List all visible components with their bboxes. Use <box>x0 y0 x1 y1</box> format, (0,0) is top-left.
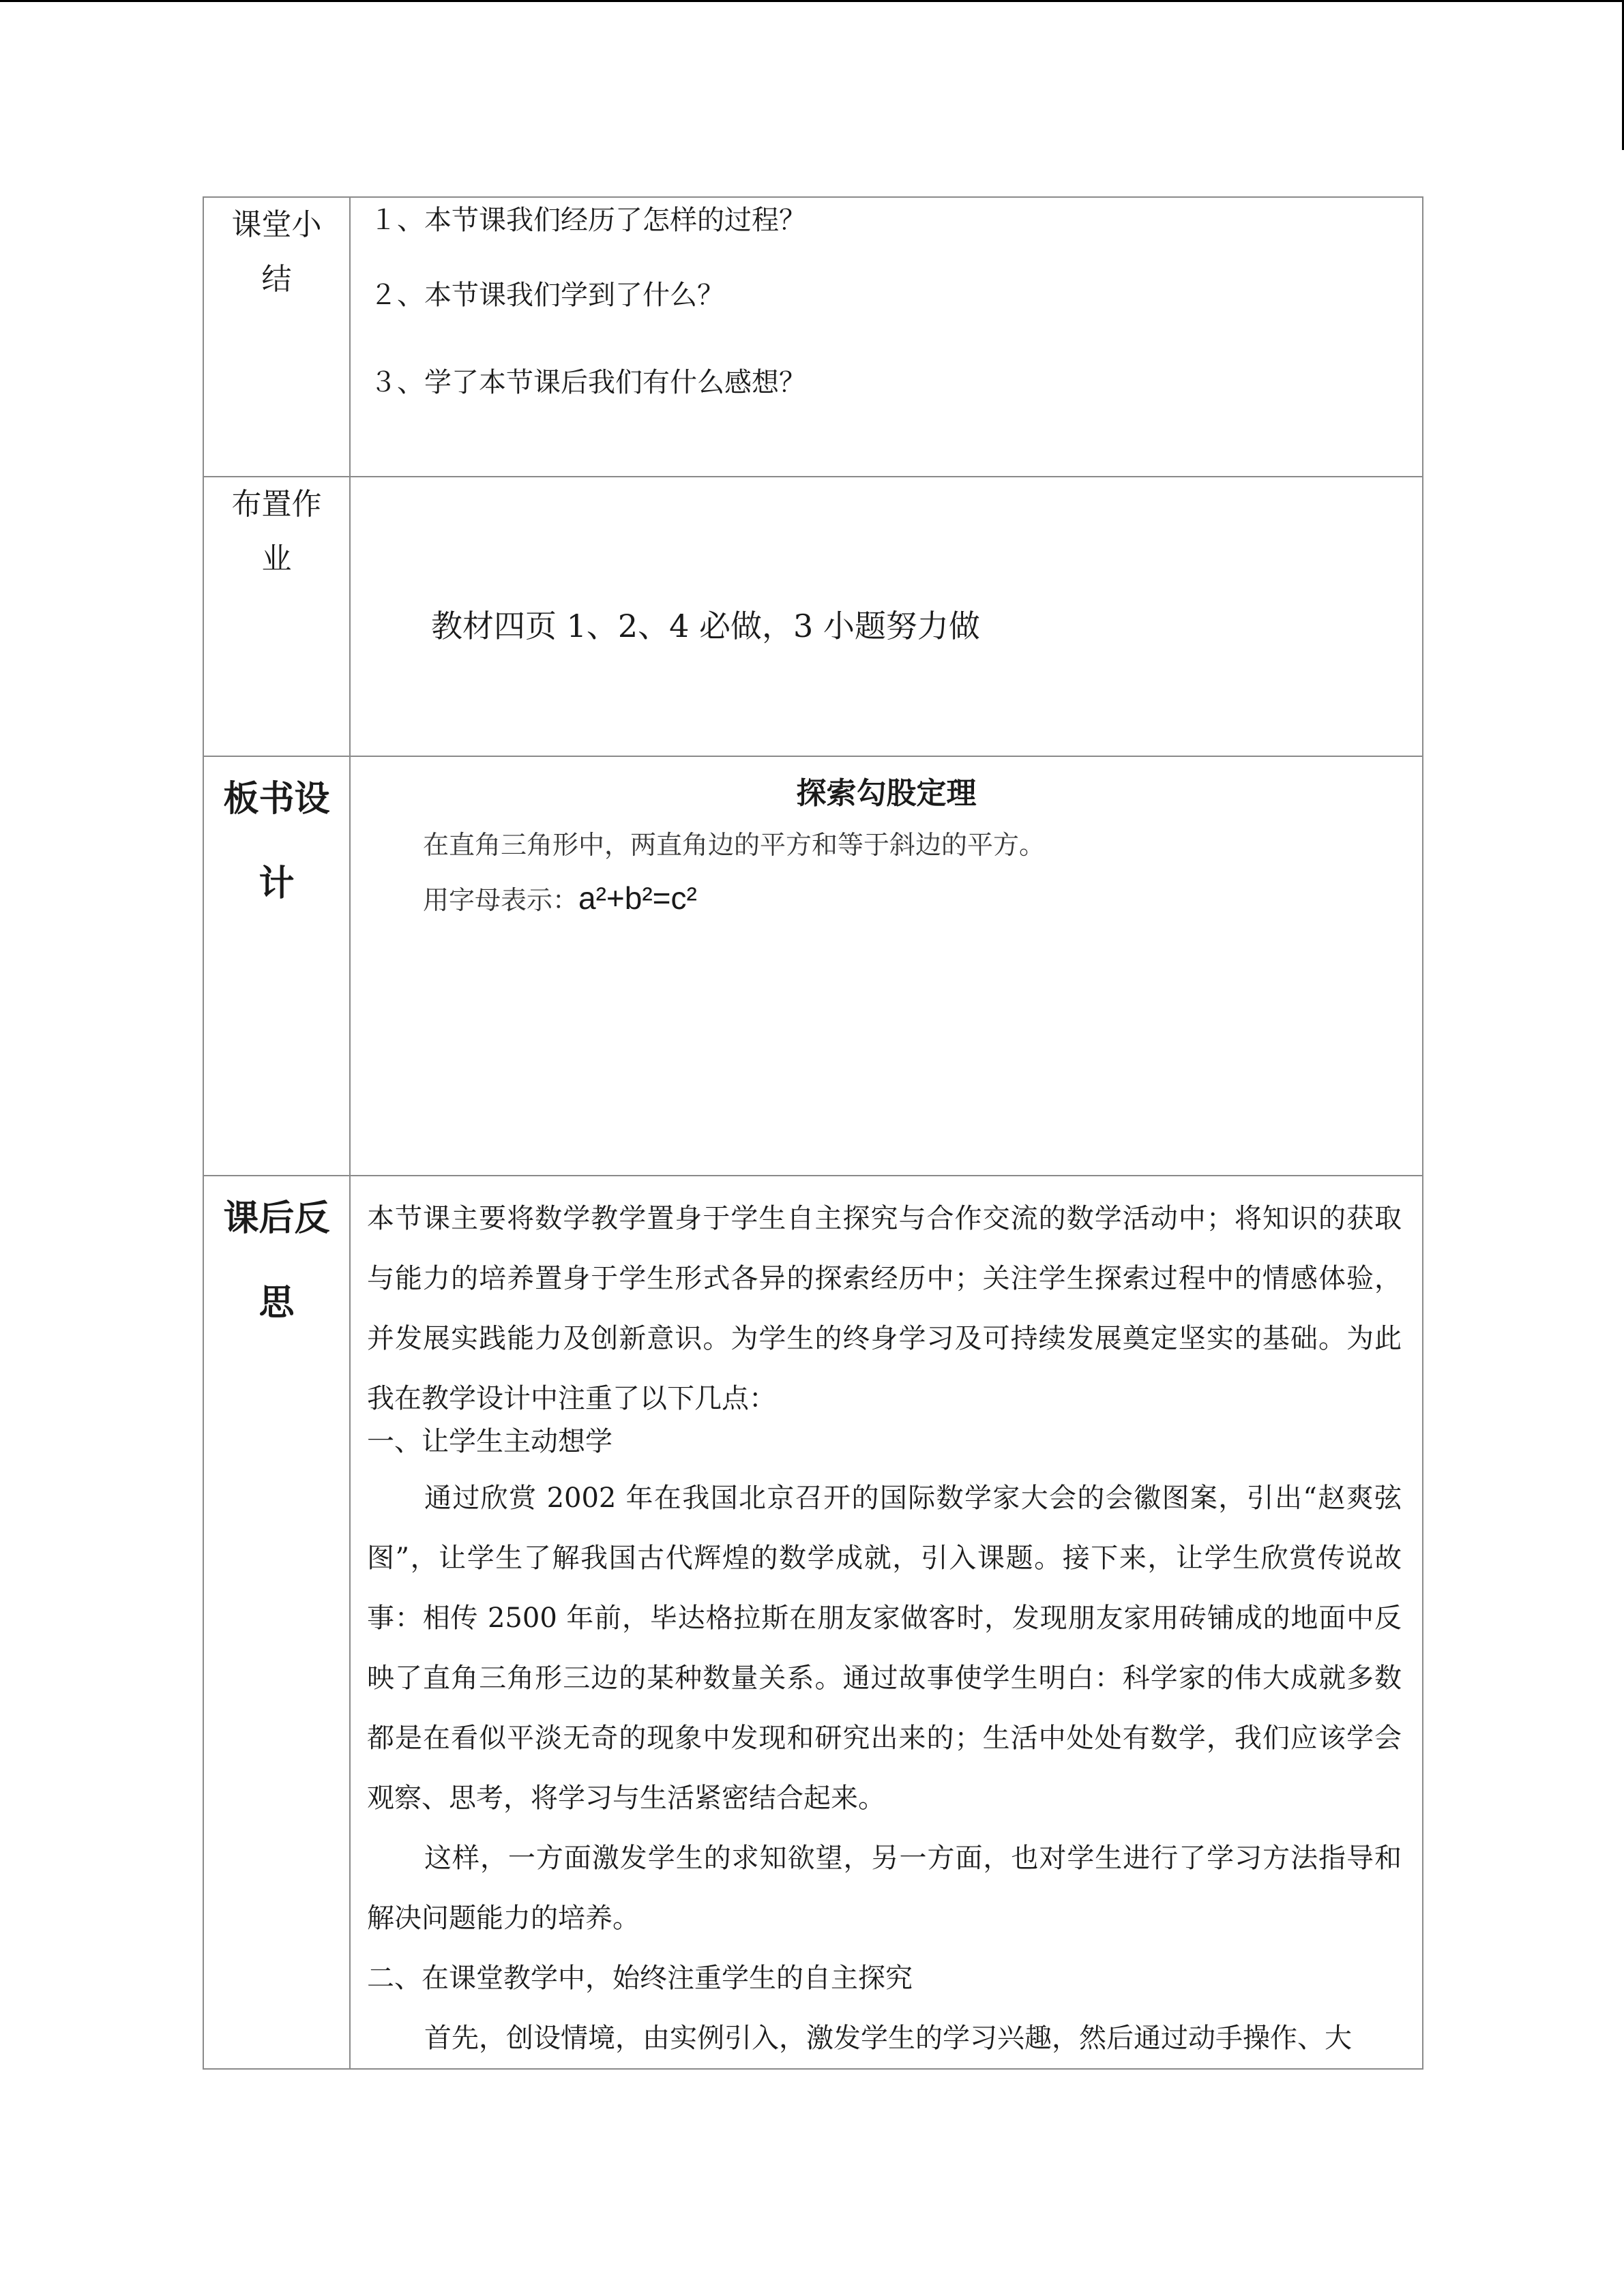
homework-label-cell <box>203 477 350 756</box>
board-formula: a²+b²=c² <box>578 880 697 916</box>
reflection-label-cell <box>203 1176 350 2069</box>
summary-label-cell <box>203 197 350 477</box>
board-formula-line <box>351 878 1422 920</box>
homework-content-cell <box>350 477 1423 756</box>
board-label-cell <box>203 756 350 1176</box>
reflection-paragraph-2: 通过欣赏 2002 年在我国北京召开的国际数学家大会的会徽图案，引出“赵爽弦图”，让学生了解我国古代辉煌的数学成就，引入课题。接下来，让学生欣赏传说故事：相传 2500 年前，毕达格拉斯在朋友家做客时，发现朋友家用砖铺成的地面中反映了直角三角形三边的某种数量关系。通过故事使学生明白：科学家的伟大成就多数都是在看似平淡无奇的现象中发现和研究出来的；生活中处处有数学，我们应该学会观察、思考，将学习与生活紧密结合起来。 <box>367 1482 1402 1814</box>
board-label: 板书设计 <box>223 778 330 904</box>
summary-item-1: １、本节课我们经历了怎样的过程？ <box>370 205 806 236</box>
summary-row <box>203 197 1423 477</box>
reflection-body <box>351 1176 1422 2068</box>
reflection-heading-2: 二、在课堂教学中，始终注重学生的自主探究 <box>367 1963 913 1994</box>
summary-content-cell <box>350 197 1423 477</box>
board-row <box>203 756 1423 1176</box>
homework-row <box>203 477 1423 756</box>
reflection-paragraph-4: 首先，创设情境，由实例引入，激发学生的学习兴趣，然后通过动手操作、大 <box>424 2023 1352 2054</box>
reflection-content-cell <box>350 1176 1423 2069</box>
reflection-label: 课后反思 <box>223 1197 330 1324</box>
reflection-paragraph-3: 这样，一方面激发学生的求知欲望，另一方面，也对学生进行了学习方法指导和解决问题能力的培养。 <box>367 1843 1402 1934</box>
board-title: 探索勾股定理 <box>796 776 977 811</box>
page-top-border <box>0 0 1624 2</box>
board-formula-prefix: 用字母表示： <box>423 885 579 915</box>
board-statement: 在直角三角形中，两直角边的平方和等于斜边的平方。 <box>423 830 1046 860</box>
board-content-cell <box>350 756 1423 1176</box>
reflection-heading-1: 一、让学生主动想学 <box>367 1426 612 1457</box>
reflection-paragraph-1: 本节课主要将数学教学置身于学生自主探究与合作交流的数学活动中；将知识的获取与能力的培养置身于学生形式各异的探索经历中；关注学生探索过程中的情感体验，并发展实践能力及创新意识。为学生的终身学习及可持续发展奠定坚实的基础。为此我在教学设计中注重了以下几点： <box>367 1203 1402 1414</box>
lesson-plan-table <box>203 196 1423 2070</box>
homework-text: 教材四页 1、2、4 必做，3 小题努力做 <box>431 608 980 644</box>
homework-label: 布置作业 <box>231 487 322 576</box>
summary-item-3: ３、学了本节课后我们有什么感想？ <box>370 367 806 398</box>
summary-item-2: ２、本节课我们学到了什么？ <box>370 280 724 311</box>
summary-label: 课堂小结 <box>231 207 322 297</box>
reflection-row <box>203 1176 1423 2069</box>
